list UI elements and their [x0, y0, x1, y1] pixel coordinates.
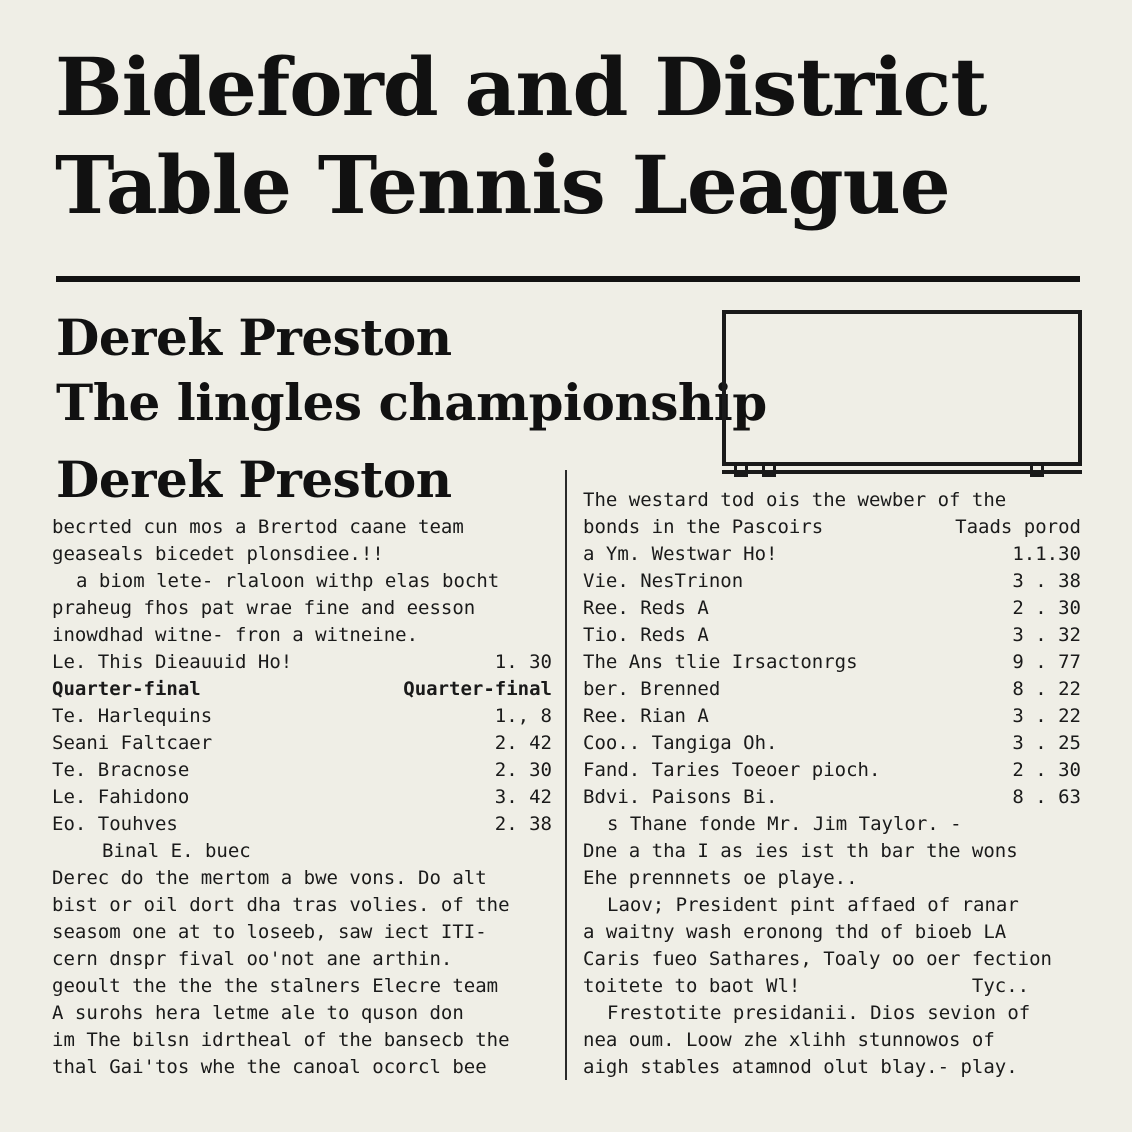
- intro-line: geaseals bicedet plonsdiee.!!: [52, 543, 384, 565]
- body-line: Laov; President pint affaed of ranar: [607, 894, 1019, 916]
- blank-photo-frame: [722, 310, 1082, 466]
- intro-line: The westard tod ois the wewber of the: [583, 489, 1007, 511]
- result-value: 8 . 63: [1012, 786, 1081, 808]
- result-label: Tio. Reds A: [583, 624, 709, 646]
- intro-line: becrted cun mos a Brertod caane team: [52, 516, 464, 538]
- result-row: [583, 730, 1081, 757]
- result-label: a Ym. Westwar Ho!: [583, 543, 778, 565]
- result-label: Le. This Dieauuid Ho!: [52, 651, 293, 673]
- masthead-line-2: Table Tennis League: [55, 138, 950, 232]
- result-value: 2. 30: [494, 759, 552, 781]
- result-label: Bdvi. Paisons Bi.: [583, 786, 778, 808]
- result-value: 3 . 22: [1012, 705, 1081, 727]
- masthead-line-1: Bideford and District: [55, 40, 987, 134]
- result-label: ber. Brenned: [583, 678, 721, 700]
- body-line: Frestotite presidanii. Dios sevion of: [607, 1002, 1031, 1024]
- body-line: Dne a tha I as ies ist th bar the wons: [583, 840, 1018, 862]
- result-value: 1. 30: [494, 651, 552, 673]
- result-label: Seani Faltcaer: [52, 732, 213, 754]
- result-value: 1., 8: [494, 705, 552, 727]
- result-row: [583, 568, 1081, 595]
- body-line: im The bilsn idrtheal of the bansecb the: [52, 1029, 510, 1051]
- result-row: [52, 649, 552, 676]
- result-value: 3 . 32: [1012, 624, 1081, 646]
- intro-line: inowdhad witne- fron a witneine.: [52, 624, 419, 646]
- result-label: Te. Bracnose: [52, 759, 190, 781]
- frame-base: [722, 470, 1082, 474]
- result-row: [583, 784, 1081, 811]
- body-line: toitete to baot Wl! Tyc..: [583, 975, 1030, 997]
- body-line: geoult the the the stalners Elecre team: [52, 975, 499, 997]
- result-value: 1.1.30: [1012, 543, 1081, 565]
- body-line: nea oum. Loow zhe xlihh stunnowos of: [583, 1029, 995, 1051]
- masthead-rule: [56, 276, 1080, 282]
- body-line: A surohs hera letme ale to quson don: [52, 1002, 464, 1024]
- section-header-left: bonds in the Pascoirs: [583, 516, 824, 538]
- right-column: [583, 487, 1081, 1081]
- body-line: bist or oil dort dha tras volies. of the: [52, 894, 510, 916]
- body-line: seasom one at to loseeb, saw iect ITI-: [52, 921, 487, 943]
- result-label: Vie. NesTrinon: [583, 570, 744, 592]
- result-row: [583, 757, 1081, 784]
- result-row: [52, 784, 552, 811]
- result-row: [52, 757, 552, 784]
- section-header-row: [583, 514, 1081, 541]
- left-column: [52, 514, 552, 1081]
- headline-2: The lingles championship: [56, 373, 767, 432]
- result-label: Eo. Touhves: [52, 813, 178, 835]
- body-line: a waitny wash eronong thd of bioeb LA: [583, 921, 1007, 943]
- result-value: 3 . 38: [1012, 570, 1081, 592]
- result-value: 3. 42: [494, 786, 552, 808]
- result-value: 2 . 30: [1012, 759, 1081, 781]
- result-row: [583, 649, 1081, 676]
- result-row: [583, 541, 1081, 568]
- result-value: 9 . 77: [1012, 651, 1081, 673]
- result-label: Coo.. Tangiga Oh.: [583, 732, 778, 754]
- intro-line: a biom lete- rlaloon withp elas bocht: [76, 570, 500, 592]
- headline-1: Derek Preston: [56, 308, 452, 367]
- result-label: Fand. Taries Toeoer pioch.: [583, 759, 881, 781]
- result-label: Te. Harlequins: [52, 705, 213, 727]
- section-header-right: Taads porod: [955, 516, 1081, 538]
- body-line: Derec do the mertom a bwe vons. Do alt: [52, 867, 487, 889]
- result-row: [583, 676, 1081, 703]
- result-row: [583, 595, 1081, 622]
- result-value: 2. 42: [494, 732, 552, 754]
- result-row: [52, 730, 552, 757]
- subhead: Binal E. buec: [102, 840, 251, 862]
- body-line: aigh stables atamnod olut blay.- play.: [583, 1056, 1018, 1078]
- result-row: [52, 703, 552, 730]
- result-row: [583, 622, 1081, 649]
- result-value: 2 . 30: [1012, 597, 1081, 619]
- result-row: [52, 811, 552, 838]
- body-line: s Thane fonde Mr. Jim Taylor. -: [607, 813, 962, 835]
- body-line: thal Gai'tos whe the canoal ocorcl bee: [52, 1056, 487, 1078]
- result-label: The Ans tlie Irsactonrgs: [583, 651, 858, 673]
- headline-3: Derek Preston: [56, 450, 452, 509]
- column-divider: [565, 470, 567, 1080]
- body-line: cern dnspr fival oo'not ane arthin.: [52, 948, 453, 970]
- result-value: 3 . 25: [1012, 732, 1081, 754]
- result-label: Le. Fahidono: [52, 786, 190, 808]
- masthead: [55, 38, 1085, 234]
- body-line: Ehe prennnets oe playe..: [583, 867, 858, 889]
- result-value: 2. 38: [494, 813, 552, 835]
- result-row: [583, 703, 1081, 730]
- intro-line: praheug fhos pat wrae fine and eesson: [52, 597, 476, 619]
- section-header-right: Quarter-final: [403, 678, 552, 700]
- result-label: Ree. Reds A: [583, 597, 709, 619]
- section-header-left: Quarter-final: [52, 678, 201, 700]
- result-label: Ree. Rian A: [583, 705, 709, 727]
- section-header-row: [52, 676, 552, 703]
- body-line: Caris fueo Sathares, Toaly oo oer fection: [583, 948, 1052, 970]
- result-value: 8 . 22: [1012, 678, 1081, 700]
